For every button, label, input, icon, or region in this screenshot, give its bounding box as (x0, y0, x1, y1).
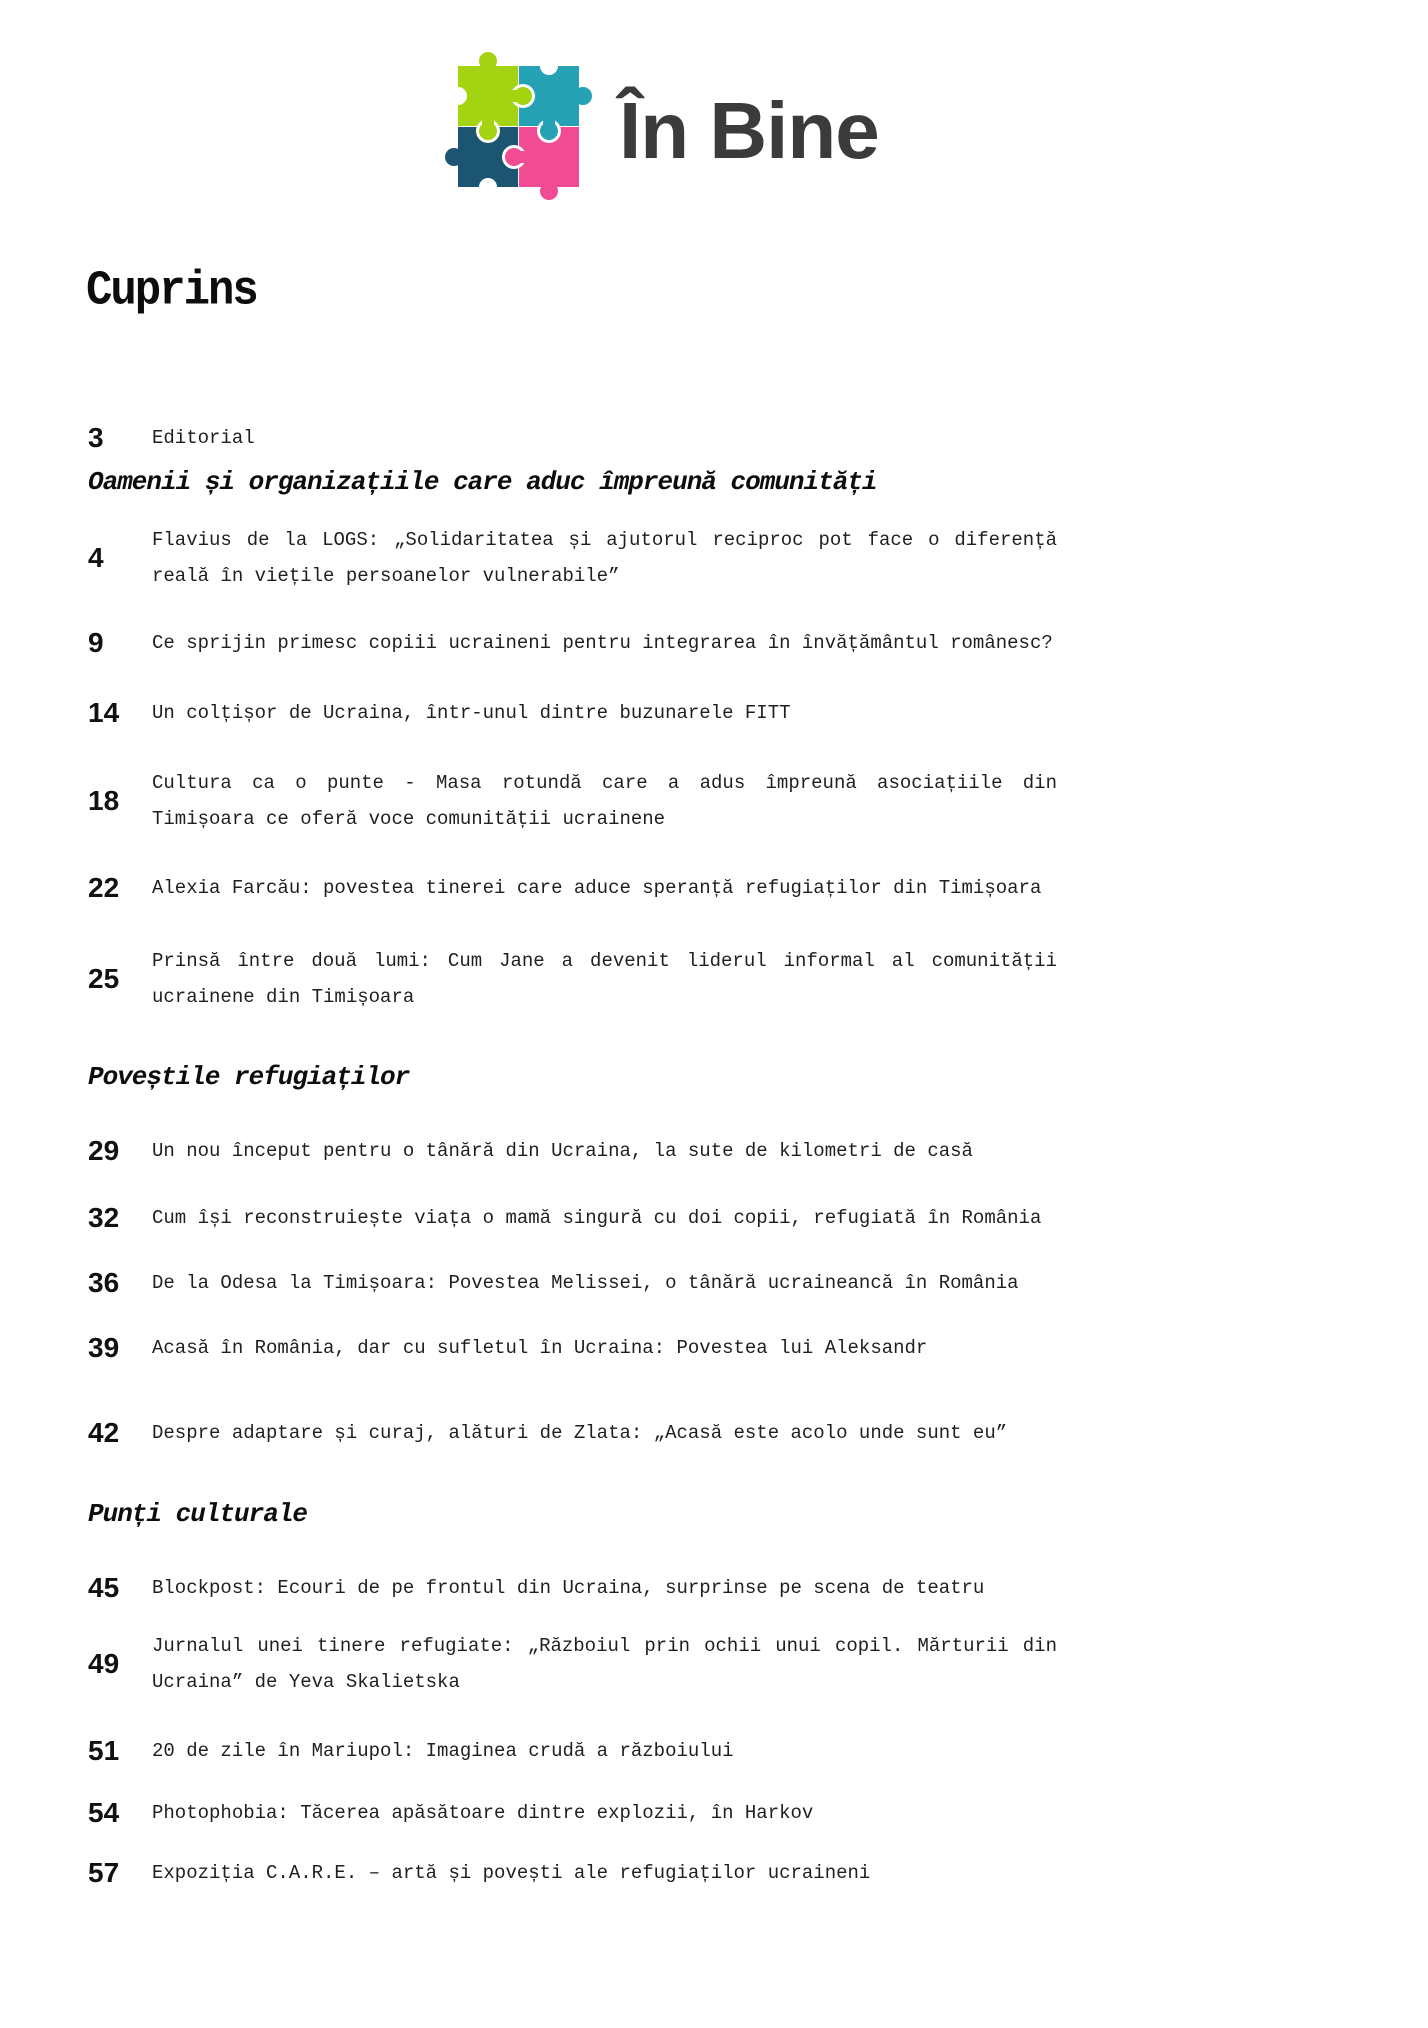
toc-entry (88, 1133, 1063, 1169)
section-heading: Punți culturale (88, 1499, 308, 1529)
toc-entry-title: Cultura ca o punte - Masa rotundă care a adus împreună asociațiile din Timișoara ce oferă voce comunității ucrainene (152, 772, 1057, 830)
toc-entry (88, 870, 1063, 906)
toc-entry (88, 1200, 1063, 1236)
toc-entry (88, 522, 1063, 594)
section-heading: Oamenii și organizațiile care aduc împreună comunități (88, 467, 877, 497)
toc-entry-page-number: 14 (88, 697, 120, 728)
puzzle-icon (433, 52, 601, 224)
toc-entry-title: Expoziția C.A.R.E. – artă și povești ale refugiaților ucraineni (152, 1862, 871, 1884)
toc-entry-title: Despre adaptare și curaj, alături de Zlata: „Acasă este acolo unde sunt eu” (152, 1422, 1008, 1444)
toc-entry (88, 765, 1063, 837)
toc-entry-page-number: 4 (88, 542, 104, 573)
toc-entry-title: Cum își reconstruiește viața o mamă singură cu doi copii, refugiată în România (152, 1207, 1042, 1229)
toc-entry-title: Flavius de la LOGS: „Solidaritatea și ajutorul reciproc pot face o diferență reală în viețile persoanelor vulnerabile” (152, 529, 1057, 587)
toc-entry-page-number: 32 (88, 1202, 120, 1233)
toc-entry-title: 20 de zile în Mariupol: Imaginea crudă a războiului (152, 1740, 734, 1762)
toc-entry (88, 695, 1063, 731)
section-heading: Poveștile refugiaților (88, 1062, 410, 1092)
toc-entry-title: Prinsă între două lumi: Cum Jane a devenit liderul informal al comunității ucrainene din Timișoara (152, 950, 1057, 1008)
toc-entry-page-number: 54 (88, 1797, 120, 1828)
toc-entry (88, 1628, 1063, 1700)
table-of-contents (88, 420, 1063, 1891)
toc-entry-page-number: 57 (88, 1857, 120, 1888)
toc-entry-page-number: 25 (88, 963, 120, 994)
toc-entry-title: Photophobia: Tăcerea apăsătoare dintre explozii, în Harkov (152, 1802, 814, 1824)
toc-entry-page-number: 51 (88, 1735, 120, 1766)
toc-entry (88, 1265, 1063, 1301)
toc-entry-page-number: 45 (88, 1572, 120, 1603)
toc-entry-title: Editorial (152, 427, 255, 449)
toc-entry-page-number: 42 (88, 1417, 120, 1448)
toc-entry (88, 420, 1063, 456)
page-title: Cuprins (86, 264, 257, 319)
toc-entry (88, 1415, 1063, 1451)
toc-entry-page-number: 29 (88, 1135, 120, 1166)
toc-entry-page-number: 9 (88, 627, 104, 658)
toc-entry (88, 943, 1063, 1015)
toc-entry-page-number: 22 (88, 872, 120, 903)
toc-entry-page-number: 39 (88, 1332, 120, 1363)
toc-entry-title: Ce sprijin primesc copiii ucraineni pentru integrarea în învățământul românesc? (152, 632, 1053, 654)
logo-text: În Bine (619, 86, 879, 175)
toc-entry-page-number: 3 (88, 422, 104, 453)
toc-entry (88, 1330, 1063, 1366)
toc-entry (88, 1795, 1063, 1831)
toc-entry-title: Un nou început pentru o tânără din Ucraina, la sute de kilometri de casă (152, 1140, 973, 1162)
toc-entry-title: Un colțișor de Ucraina, într-unul dintre buzunarele FITT (152, 702, 791, 724)
toc-entry (88, 1855, 1063, 1891)
toc-entry-title: Alexia Farcău: povestea tinerei care aduce speranță refugiaților din Timișoara (152, 877, 1042, 899)
toc-entry-title: De la Odesa la Timișoara: Povestea Melissei, o tânără ucraineancă în România (152, 1272, 1019, 1294)
toc-entry-title: Blockpost: Ecouri de pe frontul din Ucraina, surprinse pe scena de teatru (152, 1577, 985, 1599)
toc-entry-title: Jurnalul unei tinere refugiate: „Războiul prin ochii unui copil. Mărturii din Ucraina” de Yeva Skalietska (152, 1635, 1057, 1693)
toc-entry-page-number: 49 (88, 1648, 120, 1679)
toc-entry (88, 625, 1063, 661)
toc-entry-page-number: 18 (88, 785, 120, 816)
toc-entry-title: Acasă în România, dar cu sufletul în Ucraina: Povestea lui Aleksandr (152, 1337, 928, 1359)
toc-entry (88, 1570, 1063, 1606)
logo (433, 52, 879, 224)
toc-entry-page-number: 36 (88, 1267, 120, 1298)
toc-entry (88, 1733, 1063, 1769)
